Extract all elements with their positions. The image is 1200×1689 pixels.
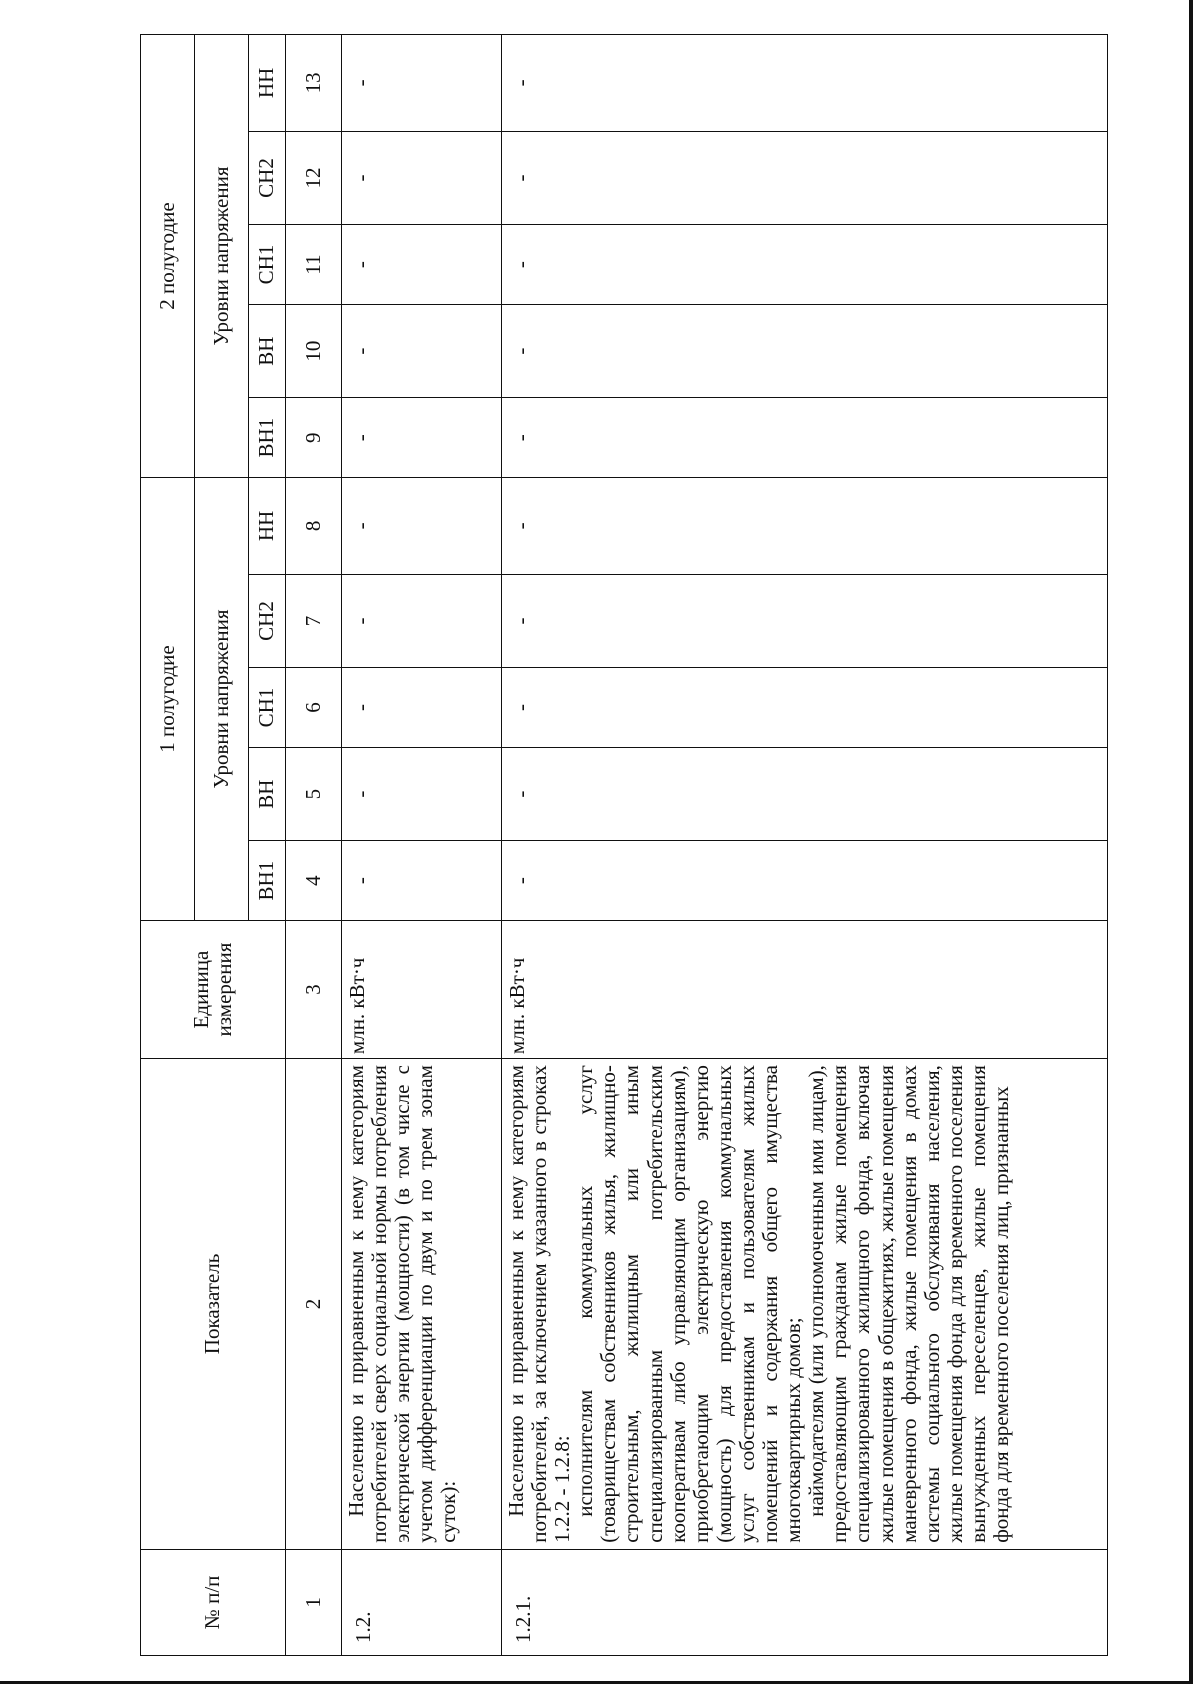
value-cell: - — [342, 304, 502, 397]
level-ch1: СН1 — [249, 225, 286, 305]
row-unit: млн. кВт·ч — [502, 921, 1108, 1059]
row-unit: млн. кВт·ч — [342, 921, 502, 1059]
tariff-table — [140, 34, 1108, 1656]
level-hh: НН — [249, 35, 286, 132]
value-cell: - — [502, 225, 1108, 305]
index-cell: 1 — [286, 1549, 342, 1655]
level-bh: ВН — [249, 747, 286, 840]
header-unit: Единица измерения — [141, 921, 286, 1059]
value-cell: - — [342, 841, 502, 921]
value-cell: - — [502, 35, 1108, 132]
header-half2: 2 полугодие — [141, 35, 195, 478]
header-half2-levels: Уровни напряжения — [195, 35, 249, 478]
table-row — [342, 35, 502, 1656]
indicator-paragraph: Населению и приравненным к нему категориям потребителей сверх социальной нормы потребления электрической энергии (мощности) (в том числе с учетом дифференциации по двум и по трем зонам суток): — [344, 1065, 461, 1543]
level-ch2: СН2 — [249, 131, 286, 224]
value-cell: - — [342, 747, 502, 840]
value-cell: - — [502, 668, 1108, 748]
value-cell: - — [342, 478, 502, 575]
value-cell: - — [342, 131, 502, 224]
level-bh: ВН — [249, 304, 286, 397]
index-cell: 6 — [286, 668, 342, 748]
value-cell: - — [342, 35, 502, 132]
index-cell: 13 — [286, 35, 342, 132]
index-cell: 5 — [286, 747, 342, 840]
value-cell: - — [342, 225, 502, 305]
index-cell: 10 — [286, 304, 342, 397]
index-cell: 8 — [286, 478, 342, 575]
level-bh1: ВН1 — [249, 398, 286, 478]
indicator-paragraph: наймодателям (или уполномоченным ими лицам), предоставляющим гражданам жилые помещения специализированного жилищного фонда, включая жилые помещения в общежитиях, жилые помещения маневренного фонда, жилые помещения в домах системы социального обслуживания населения, жилые помещения фонда для временного поселения вынужденных переселенцев, жилые помещения фонда для временного поселения лиц, признанных — [804, 1065, 1013, 1543]
index-cell: 11 — [286, 225, 342, 305]
header-half1-levels: Уровни напряжения — [195, 478, 249, 921]
value-cell: - — [502, 398, 1108, 478]
index-cell: 7 — [286, 574, 342, 667]
index-cell: 2 — [286, 1059, 342, 1550]
row-indicator — [342, 1059, 502, 1550]
level-bh1: ВН1 — [249, 841, 286, 921]
value-cell: - — [502, 131, 1108, 224]
table-row — [502, 35, 1108, 1656]
level-hh: НН — [249, 478, 286, 575]
value-cell: - — [502, 304, 1108, 397]
row-indicator — [502, 1059, 1108, 1550]
level-ch1: СН1 — [249, 668, 286, 748]
value-cell: - — [342, 398, 502, 478]
indicator-paragraph: Населению и приравненным к нему категориям потребителей, за исключением указанного в строках 1.2.2 - 1.2.8: — [504, 1065, 575, 1543]
header-row-periods — [141, 35, 195, 1656]
value-cell: - — [342, 574, 502, 667]
header-half1: 1 полугодие — [141, 478, 195, 921]
value-cell: - — [342, 668, 502, 748]
index-cell: 9 — [286, 398, 342, 478]
level-ch2: СН2 — [249, 574, 286, 667]
value-cell: - — [502, 747, 1108, 840]
index-cell: 3 — [286, 921, 342, 1059]
value-cell: - — [502, 574, 1108, 667]
value-cell: - — [502, 841, 1108, 921]
row-number: 1.2. — [342, 1549, 502, 1655]
value-cell: - — [502, 478, 1108, 575]
indicator-paragraph: исполнителям коммунальных услуг (товариществам собственников жилья, жилищно-строительным, жилищным или иным специализированным потребительским кооперативам либо управляющим организациям), приобретающим электрическую энергию (мощность) для предоставления коммунальных услуг собственникам и пользователям жилых помещений и содержания общего имущества многоквартирных домов; — [573, 1065, 806, 1543]
header-num: № п/п — [141, 1549, 286, 1655]
index-cell: 4 — [286, 841, 342, 921]
rotated-page — [140, 34, 1108, 1656]
index-row — [286, 35, 342, 1656]
index-cell: 12 — [286, 131, 342, 224]
header-indicator: Показатель — [141, 1059, 286, 1550]
row-number: 1.2.1. — [502, 1549, 1108, 1655]
